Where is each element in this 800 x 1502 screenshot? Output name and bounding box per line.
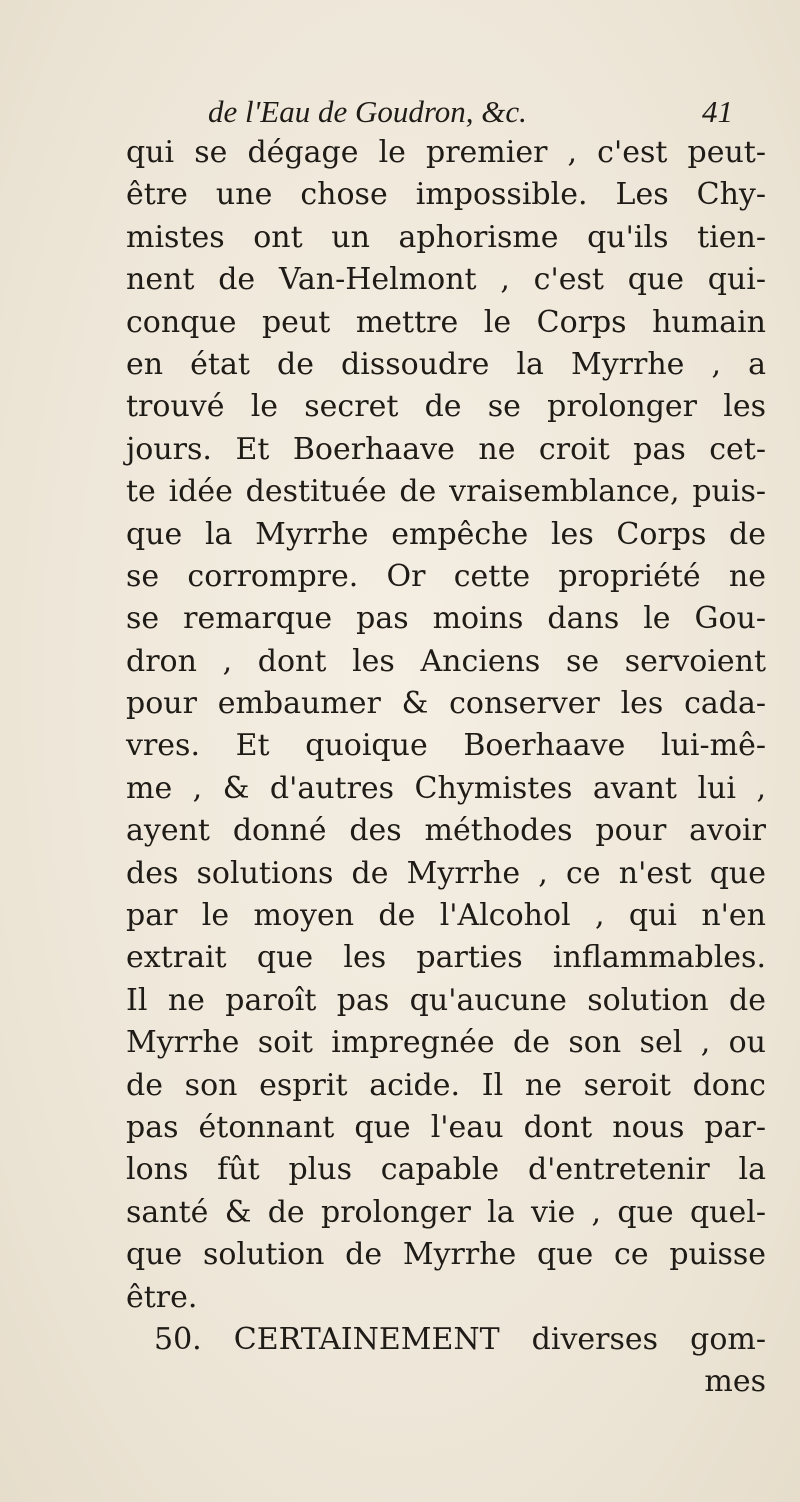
catchword: mes bbox=[704, 1364, 766, 1400]
text-line: que la Myrrhe empêche les Corps de bbox=[126, 516, 766, 552]
text-line: Myrrhe soit impregnée de son sel , ou bbox=[126, 1025, 766, 1061]
body-text bbox=[126, 132, 766, 1404]
text-line: vres. Et quoique Boerhaave lui-mê- bbox=[126, 728, 766, 764]
text-line: Il ne paroît pas qu'aucune solution de bbox=[126, 982, 766, 1018]
paragraph-end-line: être. bbox=[126, 1279, 198, 1315]
text-line: ayent donné des méthodes pour avoir bbox=[126, 813, 766, 849]
text-line: jours. Et Boerhaave ne croit pas cet- bbox=[126, 431, 766, 467]
text-line: par le moyen de l'Alcohol , qui n'en bbox=[126, 898, 766, 934]
text-line: que solution de Myrrhe que ce puisse bbox=[126, 1237, 766, 1273]
text-line: pour embaumer & conserver les cada- bbox=[126, 686, 766, 722]
text-line: des solutions de Myrrhe , ce n'est que bbox=[126, 855, 766, 891]
text-line: de son esprit acide. Il ne seroit donc bbox=[126, 1067, 766, 1103]
text-line: dron , dont les Anciens se servoient bbox=[126, 643, 766, 679]
text-line: en état de dissoudre la Myrrhe , a bbox=[126, 346, 766, 382]
text-line: lons fût plus capable d'entretenir la bbox=[126, 1152, 766, 1188]
text-line: conque peut mettre le Corps humain bbox=[126, 304, 766, 340]
page-number: 41 bbox=[702, 94, 733, 129]
text-line: être une chose impossible. Les Chy- bbox=[126, 177, 766, 213]
text-line: nent de Van-Helmont , c'est que qui- bbox=[126, 262, 766, 298]
text-line: trouvé le secret de se prolonger les bbox=[126, 389, 766, 425]
text-line: me , & d'autres Chymistes avant lui , bbox=[126, 770, 766, 806]
text-line: qui se dégage le premier , c'est peut- bbox=[126, 135, 766, 170]
text-line: se remarque pas moins dans le Gou- bbox=[126, 601, 766, 637]
running-head bbox=[0, 92, 800, 132]
section-50-start-line: 50. CERTAINEMENT diverses gom- bbox=[154, 1321, 766, 1357]
text-line: mistes ont un aphorisme qu'ils tien- bbox=[126, 219, 766, 255]
running-title: de l'Eau de Goudron, &c. bbox=[208, 94, 527, 129]
text-line: extrait que les parties inflammables. bbox=[126, 940, 766, 976]
text-line: santé & de prolonger la vie , que quel- bbox=[126, 1194, 766, 1230]
text-line: se corrompre. Or cette propriété ne bbox=[126, 558, 766, 594]
text-line: pas étonnant que l'eau dont nous par- bbox=[126, 1109, 766, 1145]
text-line: te idée destituée de vraisemblance, puis- bbox=[126, 474, 766, 510]
